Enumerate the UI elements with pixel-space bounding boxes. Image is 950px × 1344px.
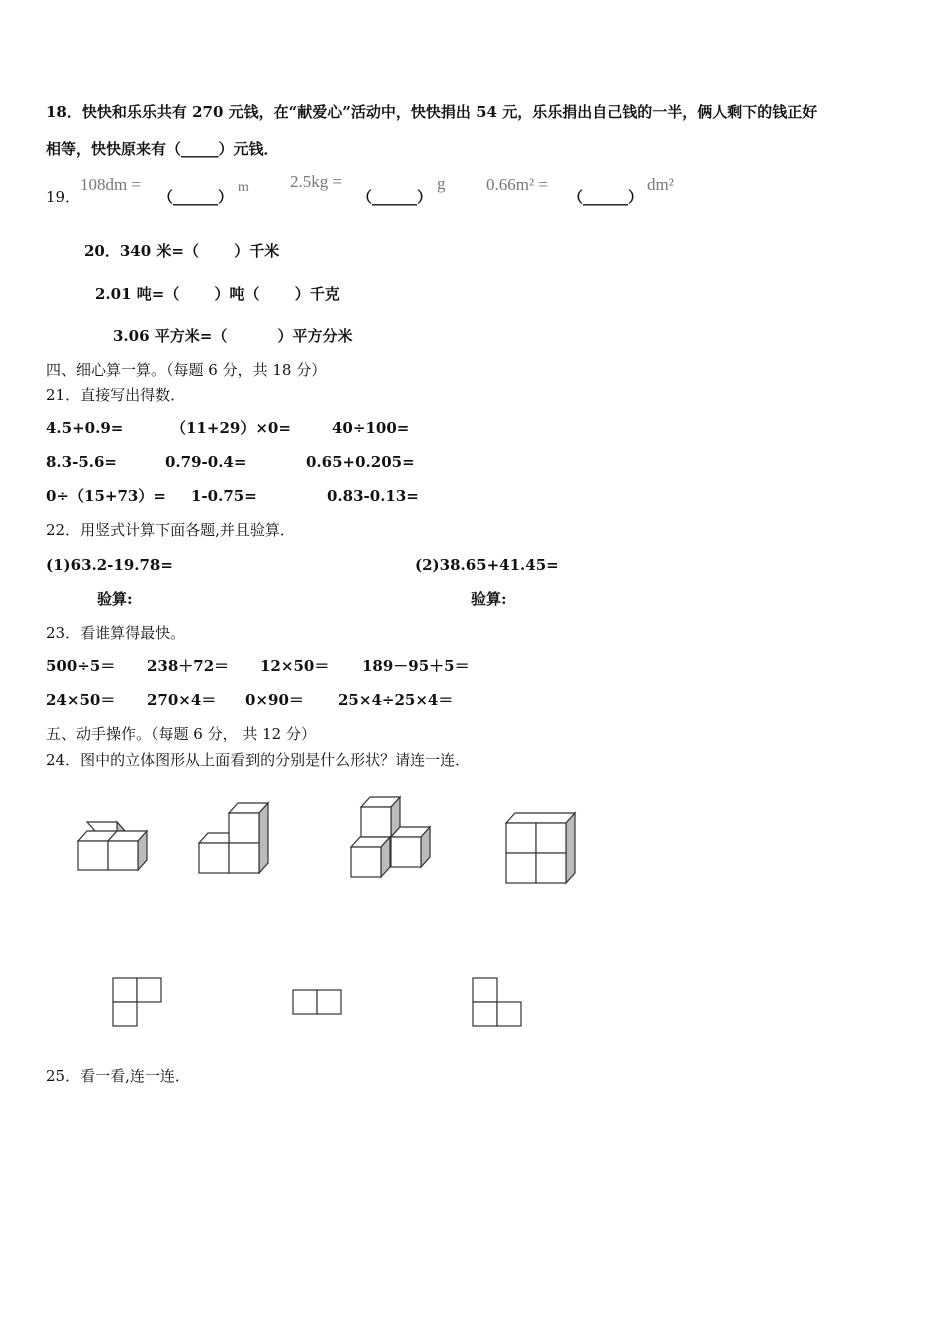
answer-blank: ______ bbox=[583, 188, 629, 206]
q25-title: 25．看一看,连一连． bbox=[46, 1067, 190, 1085]
q20-line2: 2.01 吨=（ ）吨（ ）千克 bbox=[95, 285, 340, 303]
q22-check1: 验算: bbox=[97, 590, 133, 608]
q21-r3c2: 1-0.75= bbox=[191, 487, 257, 505]
q18-text-b: ）元钱． bbox=[218, 140, 279, 158]
q23-r2c1: 24×50＝ bbox=[46, 691, 116, 709]
q18-text-a: 相等，快快原来有（ bbox=[46, 140, 182, 158]
q19-item2-answer bbox=[357, 187, 432, 207]
q20-line1: 20．340 米=（ ）千米 bbox=[84, 242, 280, 260]
paren-open: （ bbox=[568, 188, 584, 206]
top-view-2 bbox=[292, 989, 344, 1017]
q21-r1c2: （11+29）×0= bbox=[171, 419, 291, 437]
q21-r3c3: 0.83-0.13= bbox=[327, 487, 419, 505]
q18-line1: 18．快快和乐乐共有 270 元钱，在“献爱心”活动中，快快捐出 54 元，乐乐捐出自己钱的一半，俩人剩下的钱正好 bbox=[46, 103, 818, 121]
solid-figure-2 bbox=[192, 798, 282, 883]
solid-figure-4 bbox=[498, 808, 588, 888]
q19-item2-unit: g bbox=[437, 174, 446, 193]
q19-item3-answer bbox=[568, 187, 643, 207]
q21-r1c1: 4.5+0.9= bbox=[46, 419, 124, 437]
q23-r1c4: 189－95＋5＝ bbox=[362, 657, 470, 675]
top-view-3 bbox=[472, 977, 524, 1029]
q20-line3: 3.06 平方米=（ ）平方分米 bbox=[113, 327, 353, 345]
q23-title: 23．看谁算得最快。 bbox=[46, 624, 186, 642]
solid-figure-1 bbox=[70, 815, 160, 875]
q23-r2c3: 0×90＝ bbox=[245, 691, 304, 709]
q23-r2c4: 25×4÷25×4＝ bbox=[338, 691, 454, 709]
q22-problem1: (1)63.2-19.78= bbox=[46, 556, 173, 574]
q19-item1-expr: 108dm = bbox=[80, 175, 142, 194]
paren-open: （ bbox=[357, 188, 373, 206]
paren-open: （ bbox=[158, 188, 174, 206]
q21-title: 21．直接写出得数． bbox=[46, 386, 186, 404]
q21-r1c3: 40÷100= bbox=[332, 419, 410, 437]
q21-r2c1: 8.3-5.6= bbox=[46, 453, 117, 471]
q23-r1c2: 238＋72＝ bbox=[147, 657, 230, 675]
q23-r2c2: 270×4＝ bbox=[147, 691, 217, 709]
q22-title: 22．用竖式计算下面各题,并且验算． bbox=[46, 521, 295, 539]
top-view-1 bbox=[112, 977, 164, 1029]
q23-r1c1: 500÷5＝ bbox=[46, 657, 116, 675]
section4-heading: 四、细心算一算。（每题 6 分，共 18 分） bbox=[46, 361, 327, 379]
q19-item3-unit: dm² bbox=[647, 175, 674, 194]
q19-item2-expr: 2.5kg = bbox=[290, 172, 343, 191]
q18-line2 bbox=[46, 139, 279, 159]
q19-item3-expr: 0.66m² = bbox=[486, 175, 548, 194]
paren-close: ） bbox=[417, 188, 433, 206]
q19-item1-answer bbox=[158, 187, 233, 207]
q22-problem2: (2)38.65+41.45= bbox=[415, 556, 559, 574]
q19-number: 19． bbox=[46, 188, 81, 206]
q21-r3c1: 0÷（15+73）= bbox=[46, 487, 166, 505]
q21-r2c3: 0.65+0.205= bbox=[306, 453, 415, 471]
answer-blank: ______ bbox=[173, 188, 219, 206]
answer-blank: ______ bbox=[372, 188, 418, 206]
solid-figure-3 bbox=[345, 792, 440, 887]
paren-close: ） bbox=[628, 188, 644, 206]
q23-r1c3: 12×50＝ bbox=[260, 657, 330, 675]
q19-item1-unit: m bbox=[238, 180, 249, 195]
q18-blank: _____ bbox=[181, 140, 219, 158]
q22-check2: 验算: bbox=[471, 590, 507, 608]
section5-heading: 五、动手操作。（每题 6 分， 共 12 分） bbox=[46, 725, 316, 743]
q24-title: 24．图中的立体图形从上面看到的分别是什么形状？请连一连． bbox=[46, 751, 471, 769]
paren-close: ） bbox=[218, 188, 234, 206]
q21-r2c2: 0.79-0.4= bbox=[165, 453, 247, 471]
